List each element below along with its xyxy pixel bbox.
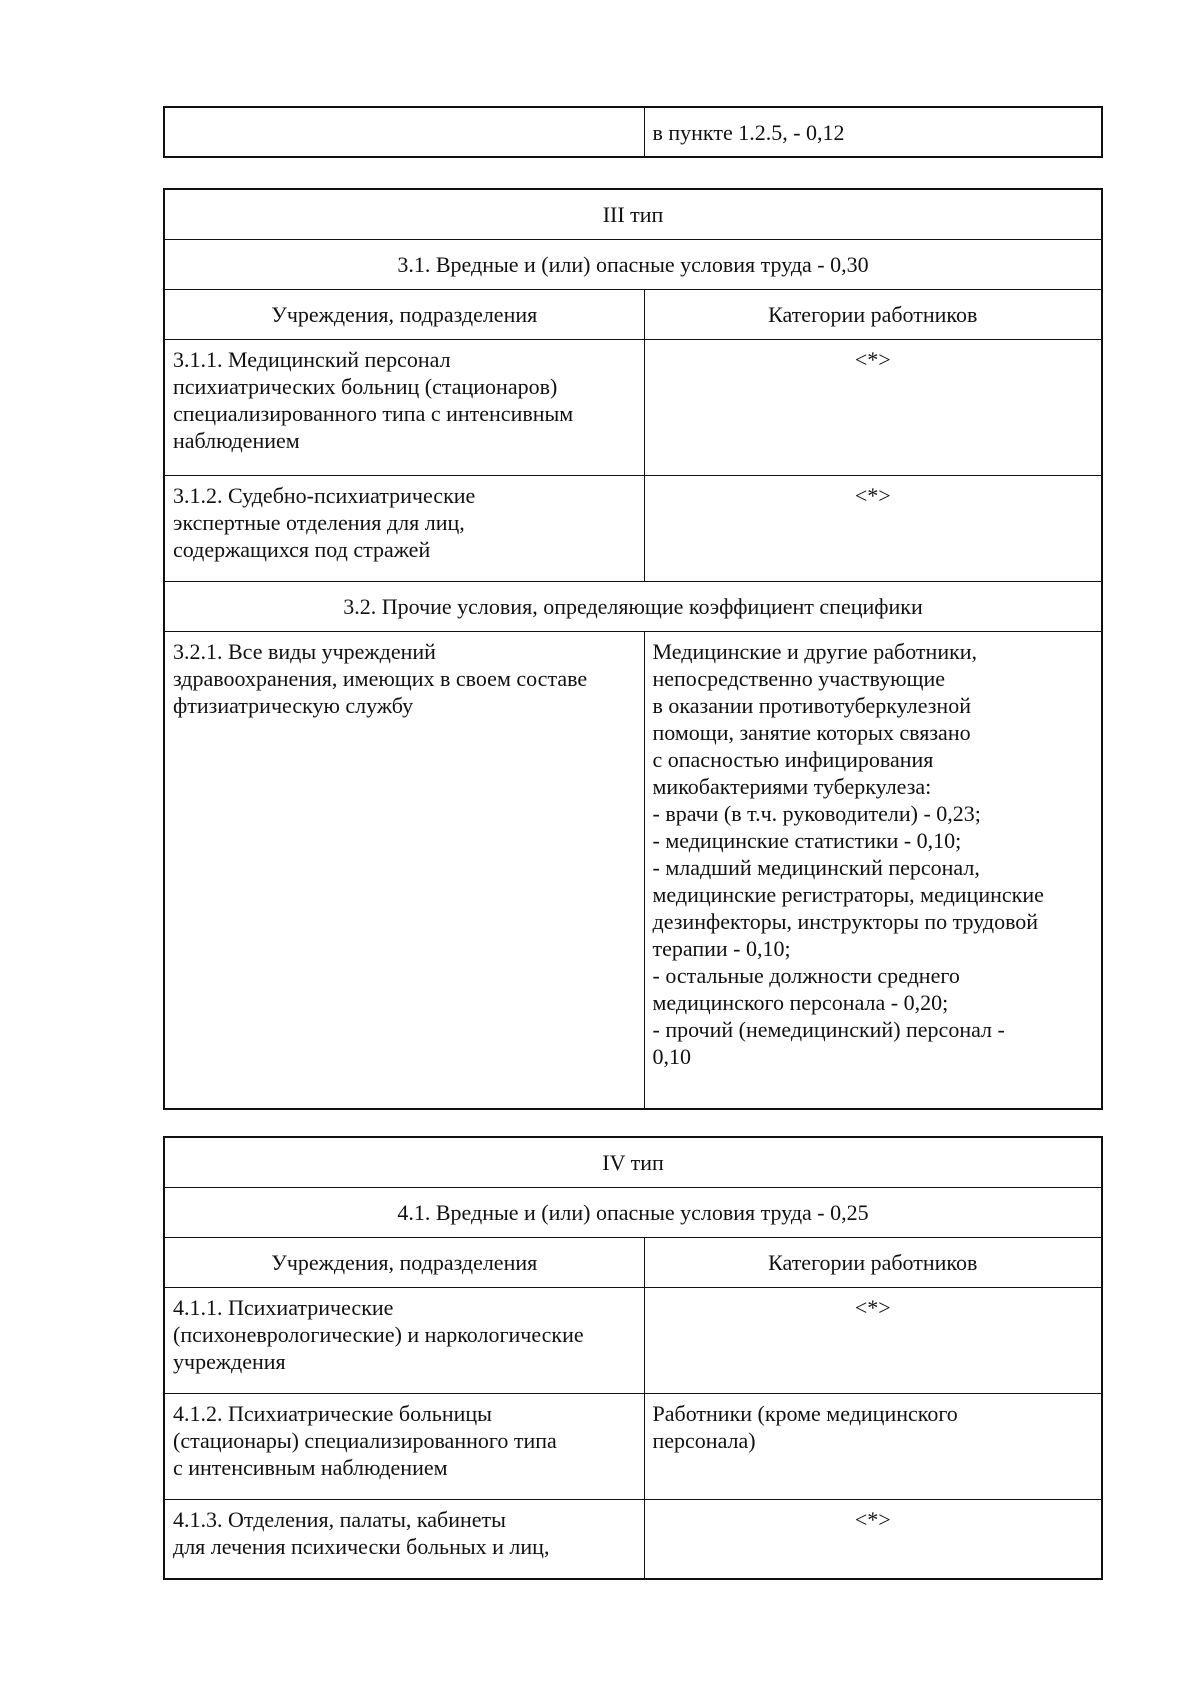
text-line: с опасностью инфицирования — [652, 746, 934, 772]
text-line: психиатрических больниц (стационаров) — [173, 373, 558, 399]
text-line: - прочий (немедицинский) персонал - — [652, 1016, 1005, 1042]
col-categories-header: Категории работников — [644, 1237, 1102, 1287]
text-line: - врачи (в т.ч. руководители) - 0,23; — [652, 800, 981, 826]
col-institutions-header: Учреждения, подразделения — [164, 289, 644, 339]
type3-title: III тип — [164, 189, 1102, 239]
text-line: 3.1.2. Судебно-психиатрические — [173, 482, 476, 508]
col-categories-header: Категории работников — [644, 289, 1102, 339]
row-3-2-1-category — [644, 631, 1102, 1109]
text-line: наблюдением — [173, 427, 300, 453]
text-line: помощи, занятие которых связано — [652, 719, 971, 745]
row-4-1-3-category: <*> — [644, 1499, 1102, 1579]
row-3-1-1-institution — [164, 339, 644, 475]
text-line: (стационары) специализированного типа — [173, 1427, 557, 1453]
text-line: 3.2.1. Все виды учреждений — [173, 638, 436, 664]
text-line: Медицинские и другие работники, — [652, 638, 978, 664]
text-line: 3.1.1. Медицинский персонал — [173, 346, 451, 372]
text-line: 0,10 — [652, 1043, 691, 1069]
type4-table — [163, 1136, 1103, 1580]
section-4-1-heading: 4.1. Вредные и (или) опасные условия труда - 0,25 — [164, 1187, 1102, 1237]
text-line: терапии - 0,10; — [652, 935, 791, 961]
text-line: экспертные отделения для лиц, — [173, 509, 465, 535]
text-line: непосредственно участвующие — [652, 665, 945, 691]
top-left-cell — [164, 107, 644, 157]
text-line: с интенсивным наблюдением — [173, 1454, 448, 1480]
text-line: в оказании противотуберкулезной — [652, 692, 971, 718]
row-4-1-2-institution — [164, 1393, 644, 1499]
text-line: - остальные должности среднего — [652, 962, 960, 988]
row-3-1-2-category: <*> — [644, 475, 1102, 581]
row-4-1-3-institution — [164, 1499, 644, 1579]
section-3-1-heading: 3.1. Вредные и (или) опасные условия труда - 0,30 — [164, 239, 1102, 289]
row-3-2-1-institution — [164, 631, 644, 1109]
row-4-1-1-category: <*> — [644, 1287, 1102, 1393]
text-line: медицинские регистраторы, медицинские — [652, 881, 1044, 907]
text-line: здравоохранения, имеющих в своем составе — [173, 665, 588, 691]
text-line: 4.1.2. Психиатрические больницы — [173, 1400, 492, 1426]
text-line: Работники (кроме медицинского — [652, 1400, 958, 1426]
text-line: дезинфекторы, инструкторы по трудовой — [652, 908, 1039, 934]
type3-table — [163, 188, 1103, 1110]
top-right-cell: в пункте 1.2.5, - 0,12 — [644, 107, 1102, 157]
text-line: фтизиатрическую службу — [173, 692, 414, 718]
section-3-2-heading: 3.2. Прочие условия, определяющие коэффициент специфики — [164, 581, 1102, 631]
text-line: учреждения — [173, 1348, 286, 1374]
text-line: персонала) — [652, 1427, 756, 1453]
text-line: (психоневрологические) и наркологические — [173, 1321, 584, 1347]
row-3-1-1-category: <*> — [644, 339, 1102, 475]
type4-title: IV тип — [164, 1137, 1102, 1187]
text-line: содержащихся под стражей — [173, 536, 431, 562]
text-line: специализированного типа с интенсивным — [173, 400, 574, 426]
text-line: для лечения психически больных и лиц, — [173, 1533, 550, 1559]
row-3-1-2-institution — [164, 475, 644, 581]
text-line: микобактериями туберкулеза: — [652, 773, 932, 799]
row-4-1-1-institution — [164, 1287, 644, 1393]
top-table — [163, 106, 1103, 158]
col-institutions-header: Учреждения, подразделения — [164, 1237, 644, 1287]
text-line: - младший медицинский персонал, — [652, 854, 980, 880]
text-line: - медицинские статистики - 0,10; — [652, 827, 962, 853]
row-4-1-2-category — [644, 1393, 1102, 1499]
text-line: 4.1.1. Психиатрические — [173, 1294, 394, 1320]
text-line: 4.1.3. Отделения, палаты, кабинеты — [173, 1506, 506, 1532]
text-line: медицинского персонала - 0,20; — [652, 989, 949, 1015]
